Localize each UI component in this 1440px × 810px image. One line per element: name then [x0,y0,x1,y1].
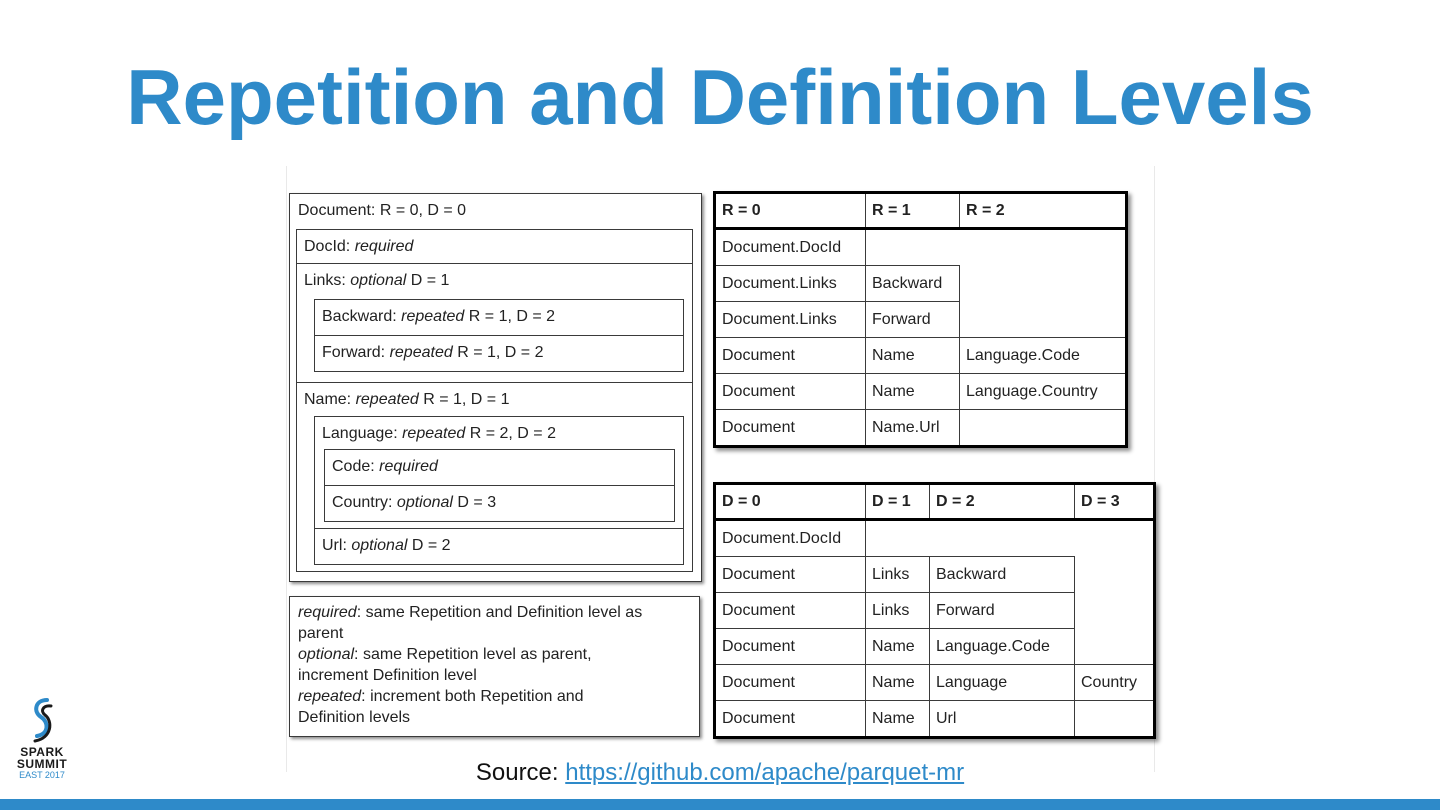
slide-title: Repetition and Definition Levels [126,53,1314,141]
table-cell: Links [866,593,930,629]
legend-repeated-text: : increment both Repetition and [361,688,584,705]
table-cell: Document [715,410,866,447]
schema-forward-box [314,335,684,372]
legend-required [298,602,691,623]
empty-cell [960,266,1127,302]
empty-cell [960,229,1127,266]
legend-required-text: : same Repetition and Definition level as [356,604,643,621]
table-cell: Document.Links [715,266,866,302]
table-cell: Language.Country [960,374,1127,410]
schema-links-modifier: optional [350,272,407,289]
empty-cell [930,520,1075,557]
header-cell: D = 1 [866,484,930,520]
schema-forward-levels: R = 1, D = 2 [452,344,544,361]
table-row [715,629,1155,665]
bottom-accent-bar [0,799,1440,810]
schema-forward-modifier: repeated [389,344,453,361]
empty-cell [1075,593,1155,629]
source-caption [0,759,1440,787]
source-label: Source: [475,759,566,786]
source-link[interactable]: https://github.com/apache/parquet-mr [565,759,965,786]
header-cell: D = 3 [1075,484,1155,520]
table-cell: Document.Links [715,302,866,338]
table-cell: Document.DocId [715,520,866,557]
legend-repeated-term: repeated [298,688,362,705]
table-cell: Name [866,374,960,410]
table-cell: Url [930,701,1075,738]
empty-cell [960,410,1127,447]
table-cell: Language.Code [930,629,1075,665]
legend-optional [298,644,691,665]
header-cell: R = 1 [866,193,960,229]
empty-cell [866,229,960,266]
table-row [715,229,1127,266]
schema-url-modifier: optional [351,537,408,554]
schema-document-label: Document: R = 0, D = 0 [298,202,467,219]
empty-cell [1075,701,1155,738]
logo-line-3: EAST 2017 [19,770,65,780]
empty-cell [960,302,1127,338]
legend-optional-text: : same Repetition level as parent, [354,646,592,663]
schema-url-levels: D = 2 [407,537,451,554]
schema-language-modifier: repeated [402,425,466,442]
empty-cell [1075,557,1155,593]
schema-country-box [324,485,675,522]
table-cell: Language [930,665,1075,701]
schema-name-name: Name: [304,391,352,408]
schema-backward-modifier: repeated [401,308,465,325]
table-header-row [715,484,1155,520]
table-cell: Name [866,665,930,701]
legend-repeated [298,686,691,707]
table-cell: Name [866,701,930,738]
schema-country-levels: D = 3 [452,494,497,511]
table-cell: Document [715,701,866,738]
table-cell: Links [866,557,930,593]
schema-backward-levels: R = 1, D = 2 [464,308,556,325]
table-row [715,593,1155,629]
table-cell: Backward [930,557,1075,593]
logo-line-2: SUMMIT [16,757,68,771]
legend-required-term: required [298,604,357,621]
schema-backward-box [314,299,684,336]
table-row [715,665,1155,701]
table-header-row [715,193,1127,229]
schema-name-modifier: repeated [355,391,419,408]
legend-optional-term: optional [298,646,355,663]
table-cell: Document [715,665,866,701]
schema-links-levels: D = 1 [406,272,450,289]
empty-cell [866,520,930,557]
legend-optional-cont: increment Definition level [298,667,477,684]
schema-language-levels: R = 2, D = 2 [465,425,556,442]
empty-cell [1075,629,1155,665]
legend-required-cont: parent [298,625,344,642]
table-row [715,701,1155,738]
schema-docid-box [296,229,693,264]
table-cell: Document.DocId [715,229,866,266]
schema-code-box [324,449,675,486]
schema-code-name: Code: [332,458,375,475]
table-cell: Name [866,629,930,665]
schema-forward-name: Forward: [322,344,386,361]
spark-summit-logo [10,696,74,788]
header-cell: D = 0 [715,484,866,520]
table-cell: Name [866,338,960,374]
legend-repeated-cont: Definition levels [298,709,411,726]
schema-url-box [314,528,684,565]
schema-country-modifier: optional [396,494,453,511]
schema-docid-modifier: required [354,238,414,255]
header-cell: R = 2 [960,193,1127,229]
table-cell: Backward [866,266,960,302]
table-cell: Document [715,629,866,665]
header-cell: D = 2 [930,484,1075,520]
schema-links-name: Links: [304,272,346,289]
table-cell: Name.Url [866,410,960,447]
table-cell: Document [715,593,866,629]
empty-cell [1075,520,1155,557]
table-row [715,266,1127,302]
table-cell: Forward [930,593,1075,629]
schema-docid-name: DocId: [304,238,351,255]
table-row [715,374,1127,410]
table-cell: Document [715,338,866,374]
definition-level-table [713,482,1156,739]
table-cell: Country [1075,665,1155,701]
schema-backward-name: Backward: [322,308,397,325]
table-row [715,557,1155,593]
table-row [715,520,1155,557]
table-row [715,338,1127,374]
logo-line-1: SPARK [20,745,64,759]
table-cell: Language.Code [960,338,1127,374]
table-cell: Document [715,374,866,410]
schema-name-levels: R = 1, D = 1 [418,391,510,408]
repetition-level-table [713,191,1128,448]
schema-country-name: Country: [332,494,393,511]
schema-language-name: Language: [322,425,398,442]
schema-url-name: Url: [322,537,347,554]
header-cell: R = 0 [715,193,866,229]
modifier-legend [289,596,700,737]
table-cell: Forward [866,302,960,338]
schema-code-modifier: required [379,458,438,475]
table-cell: Document [715,557,866,593]
table-row [715,410,1127,447]
spark-swirl-icon [25,696,59,746]
table-row [715,302,1127,338]
